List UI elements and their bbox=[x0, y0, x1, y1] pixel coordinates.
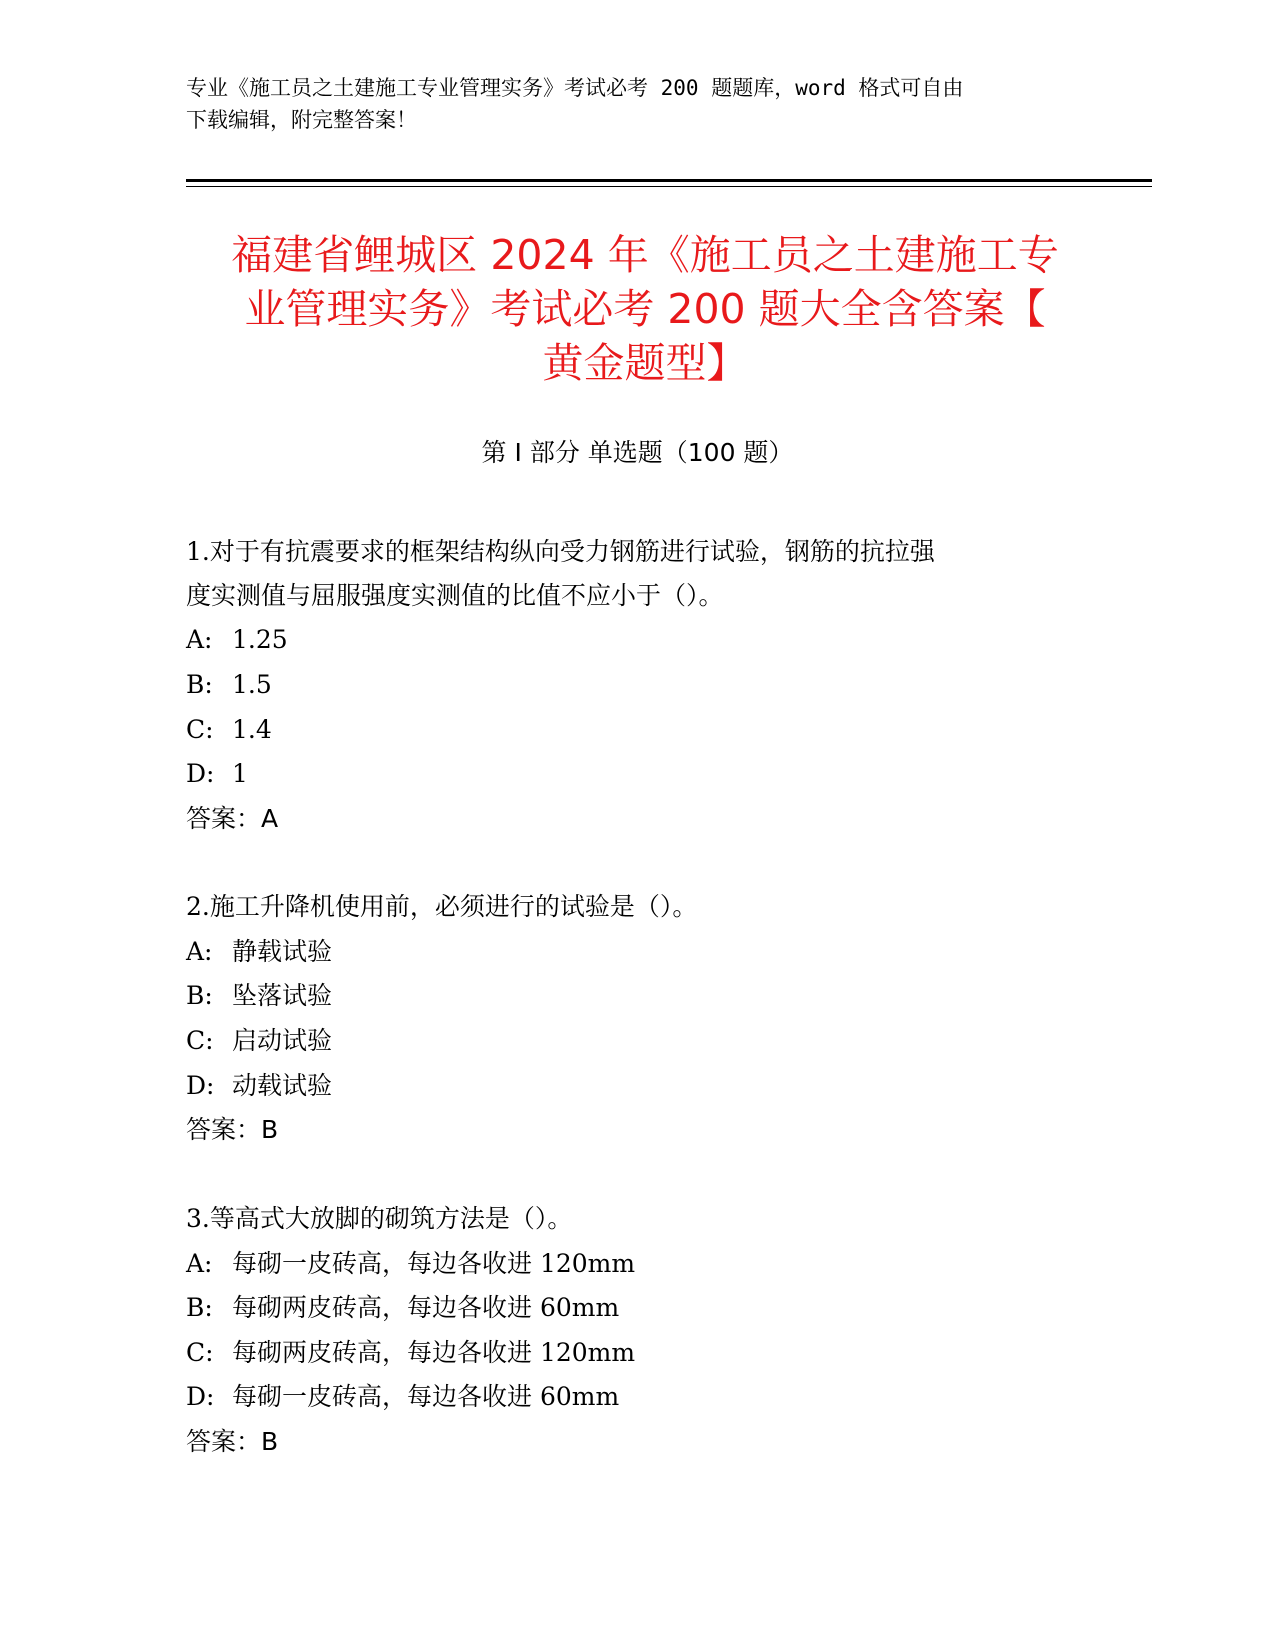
option-text: 每砌两皮砖高，每边各收进 120mm bbox=[232, 1338, 636, 1367]
question-2-option-b bbox=[186, 980, 332, 1012]
option-text: 每砌一皮砖高，每边各收进 60mm bbox=[232, 1382, 620, 1411]
header-note-line-1: 专业《施工员之土建施工专业管理实务》考试必考 200 题题库，word 格式可自由 bbox=[186, 76, 964, 100]
header-divider-thin bbox=[186, 186, 1152, 187]
document-title-line-2: 业管理实务》考试必考 200 题大全含答案【 bbox=[244, 285, 1046, 333]
option-text: 坠落试验 bbox=[232, 981, 333, 1010]
question-3-option-a bbox=[186, 1248, 635, 1280]
question-1-option-c bbox=[186, 714, 272, 746]
option-text: 1.5 bbox=[232, 670, 272, 699]
question-2-option-c bbox=[186, 1025, 332, 1057]
option-key: A: bbox=[186, 937, 213, 966]
question-1-answer: 答案：A bbox=[186, 804, 279, 833]
question-2-option-a bbox=[186, 936, 332, 968]
option-text: 1.25 bbox=[232, 625, 288, 654]
question-1-option-d bbox=[186, 758, 248, 790]
question-2-answer: 答案：B bbox=[186, 1115, 279, 1144]
option-text: 每砌一皮砖高，每边各收进 120mm bbox=[232, 1249, 636, 1278]
question-3-option-b bbox=[186, 1292, 619, 1324]
document-title bbox=[150, 228, 1140, 390]
option-text: 静载试验 bbox=[232, 937, 333, 966]
option-key: B: bbox=[186, 670, 213, 699]
option-key: A: bbox=[186, 625, 213, 654]
question-1-stem-line-2: 度实测值与屈服强度实测值的比值不应小于（）。 bbox=[186, 581, 724, 610]
header-note bbox=[186, 72, 1086, 136]
question-3-option-c bbox=[186, 1337, 635, 1369]
option-key: A: bbox=[186, 1249, 213, 1278]
option-key: D: bbox=[186, 759, 215, 788]
question-1-stem-line-1: 1.对于有抗震要求的框架结构纵向受力钢筋进行试验，钢筋的抗拉强 bbox=[186, 537, 935, 566]
question-3-answer: 答案：B bbox=[186, 1427, 279, 1456]
option-text: 1 bbox=[232, 759, 248, 788]
option-text: 1.4 bbox=[232, 715, 272, 744]
option-key: D: bbox=[186, 1071, 215, 1100]
question-3-stem-line-1: 3.等高式大放脚的砌筑方法是（）。 bbox=[186, 1204, 573, 1233]
document-title-line-1: 福建省鲤城区 2024 年《施工员之土建施工专 bbox=[231, 231, 1059, 279]
option-key: C: bbox=[186, 715, 214, 744]
option-text: 启动试验 bbox=[232, 1026, 333, 1055]
option-key: B: bbox=[186, 1293, 213, 1322]
question-2-option-d bbox=[186, 1070, 332, 1102]
question-1-option-a bbox=[186, 624, 288, 656]
question-3-option-d bbox=[186, 1381, 619, 1413]
question-2-stem-line-1: 2.施工升降机使用前，必须进行的试验是（）。 bbox=[186, 892, 698, 921]
question-1-option-b bbox=[186, 669, 272, 701]
header-note-line-2: 下载编辑，附完整答案！ bbox=[186, 108, 417, 132]
option-text: 动载试验 bbox=[232, 1071, 333, 1100]
option-key: C: bbox=[186, 1026, 214, 1055]
document-title-line-3: 黄金题型】 bbox=[542, 339, 748, 387]
section-title: 第 I 部分 单选题（100 题） bbox=[481, 438, 794, 467]
header-divider-thick bbox=[186, 179, 1152, 182]
option-key: B: bbox=[186, 981, 213, 1010]
option-key: C: bbox=[186, 1338, 214, 1367]
option-text: 每砌两皮砖高，每边各收进 60mm bbox=[232, 1293, 620, 1322]
option-key: D: bbox=[186, 1382, 215, 1411]
